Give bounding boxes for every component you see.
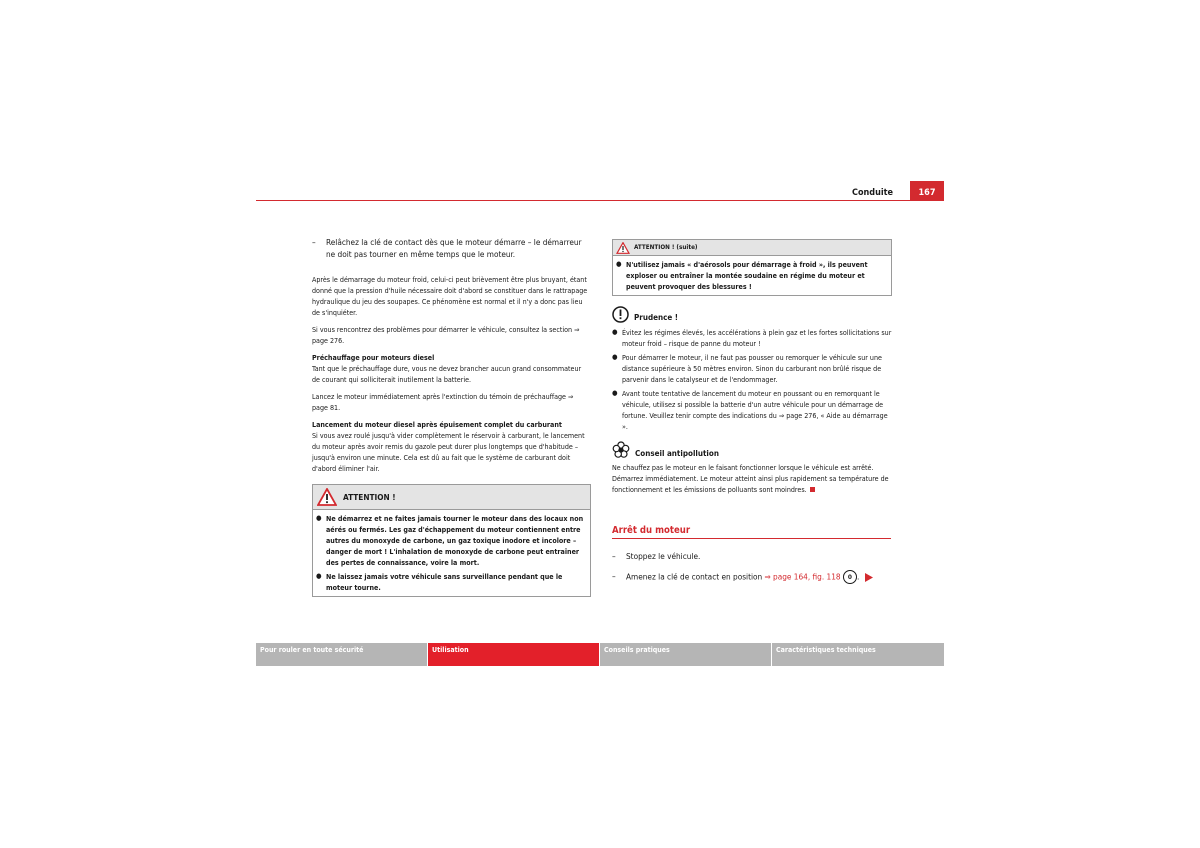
dash-step: – Stoppez le véhicule. xyxy=(612,551,701,561)
dash-step-text: Amenez la clé de contact en position xyxy=(626,571,763,582)
dash-step-text: Stoppez le véhicule. xyxy=(626,551,701,561)
warning-continued-body xyxy=(613,256,891,295)
continue-arrow-icon xyxy=(865,573,873,582)
list-item: ● Évitez les régimes élevés, les accélérations à plein gaz et les fortes sollicitations sur moteur froid – risque de panne du moteur ! xyxy=(612,328,892,348)
page-reference-link[interactable]: ⇒ page 164, fig. 118 xyxy=(764,571,841,582)
dash-step: – Amenez la clé de contact en position ⇒ page 164, fig. 118 0 . xyxy=(612,570,892,584)
list-item: ● Ne laissez jamais votre véhicule sans surveillance pendant que le moteur tourne. xyxy=(316,572,563,592)
footer-tab-practical-tips[interactable]: Conseils pratiques xyxy=(600,643,771,666)
eco-tip-text: Ne chauffez pas le moteur en le faisant fonctionner lorsque le véhicule est arrêté. Démarrez immédiatement. Le moteur atteint ainsi plus rapidement sa température de fonctionnement et les émissions de polluants sont moindres. xyxy=(612,463,889,494)
warning-box-header xyxy=(313,485,590,510)
list-item: ● Avant toute tentative de lancement du moteur en poussant ou en remorquant le véhicule, utilisez si possible la batterie d'un autre véhicule pour un démarrage de fortune. Veuillez tenir compte des indications du ⇒ page 276, « Aide au démarrage ». xyxy=(612,389,888,431)
paragraph: Lancez le moteur immédiatement après l'extinction du témoin de préchauffage ⇒ page 81. xyxy=(312,392,574,412)
paragraph: Tant que le préchauffage dure, vous ne devez brancher aucun grand consommateur de courant qui solliciterait inutilement la batterie. xyxy=(312,364,582,384)
footer-tab-safety[interactable]: Pour rouler en toute sécurité xyxy=(256,643,427,666)
caution-title: Prudence ! xyxy=(634,313,679,322)
warning-continued-box xyxy=(612,239,892,296)
right-column xyxy=(612,239,892,584)
caution-block xyxy=(612,306,892,432)
position-marker-circle: 0 xyxy=(843,570,857,584)
warning-continued-header xyxy=(613,240,891,256)
section-heading xyxy=(612,525,891,539)
warning-box-body xyxy=(313,510,590,596)
paragraph: Si vous rencontrez des problèmes pour démarrer le véhicule, consultez la section ⇒ page 276. xyxy=(312,325,580,345)
dash-step-text: Relâchez la clé de contact dès que le moteur démarre – le démarreur ne doit pas tourner en même temps que le moteur. xyxy=(326,237,582,259)
left-column xyxy=(312,236,591,597)
warning-box xyxy=(312,484,591,597)
subheading: Lancement du moteur diesel après épuisement complet du carburant xyxy=(312,420,562,429)
exclamation-circle-icon xyxy=(612,306,629,323)
footer-tab-technical-specs[interactable]: Caractéristiques techniques xyxy=(772,643,944,666)
subheading: Préchauffage pour moteurs diesel xyxy=(312,353,435,362)
list-item: ● Ne démarrez et ne faites jamais tourner le moteur dans des locaux non aérés ou fermés. Les gaz d'échappement du moteur contiennent entre autres du monoxyde de carbone, un gaz toxique inodore et incolore – danger de mort ! L'inhalation de monoxyde de carbone peut entraîner des pertes de connaissance, voire la mort. xyxy=(316,514,584,567)
warning-triangle-icon xyxy=(317,488,337,506)
section-title: Arrêt du moteur xyxy=(612,525,691,536)
list-item: ● Pour démarrer le moteur, il ne faut pas pousser ou remorquer le véhicule sur une distance supérieure à 50 mètres environ. Sinon du carburant non brûlé risque de parvenir dans le catalyseur et de l'endommager. xyxy=(612,353,882,384)
running-header-title: Conduite xyxy=(852,188,893,198)
paragraph: Après le démarrage du moteur froid, celui-ci peut brièvement être plus bruyant, étant donné que la pression d'huile nécessaire doit d'abord se constituer dans le rattrapage hydraulique du jeu des soupapes. Ce phénomène est normal et il n'y a donc pas lieu de s'inquiéter. xyxy=(312,275,588,317)
paragraph: Si vous avez roulé jusqu'à vider complètement le réservoir à carburant, le lancement du moteur après avoir remis du gazole peut durer plus longtemps que d'habitude – jusqu'à environ une minute. Cela est dû au fait que le système de carburant doit d'abord éliminer l'air. xyxy=(312,431,585,473)
warning-triangle-icon xyxy=(616,242,630,254)
end-marker-icon xyxy=(810,487,815,492)
page-number: 167 xyxy=(910,181,944,201)
footer-tab-utilisation[interactable]: Utilisation xyxy=(428,643,599,666)
dash-step: – Relâchez la clé de contact dès que le moteur démarre – le démarreur ne doit pas tourner en même temps que le moteur. xyxy=(312,236,591,260)
list-item: ● N'utilisez jamais « d'aérosols pour démarrage à froid », ils peuvent exploser ou entraîner la montée soudaine en régime du moteur et peuvent provoquer des blessures ! xyxy=(616,260,868,291)
eco-tip-block xyxy=(612,441,892,495)
warning-continued-title: ATTENTION ! (suite) xyxy=(634,244,698,251)
warning-title: ATTENTION ! xyxy=(343,491,396,502)
header-rule xyxy=(256,200,944,201)
flower-icon xyxy=(612,441,630,459)
eco-tip-title: Conseil antipollution xyxy=(635,449,719,458)
